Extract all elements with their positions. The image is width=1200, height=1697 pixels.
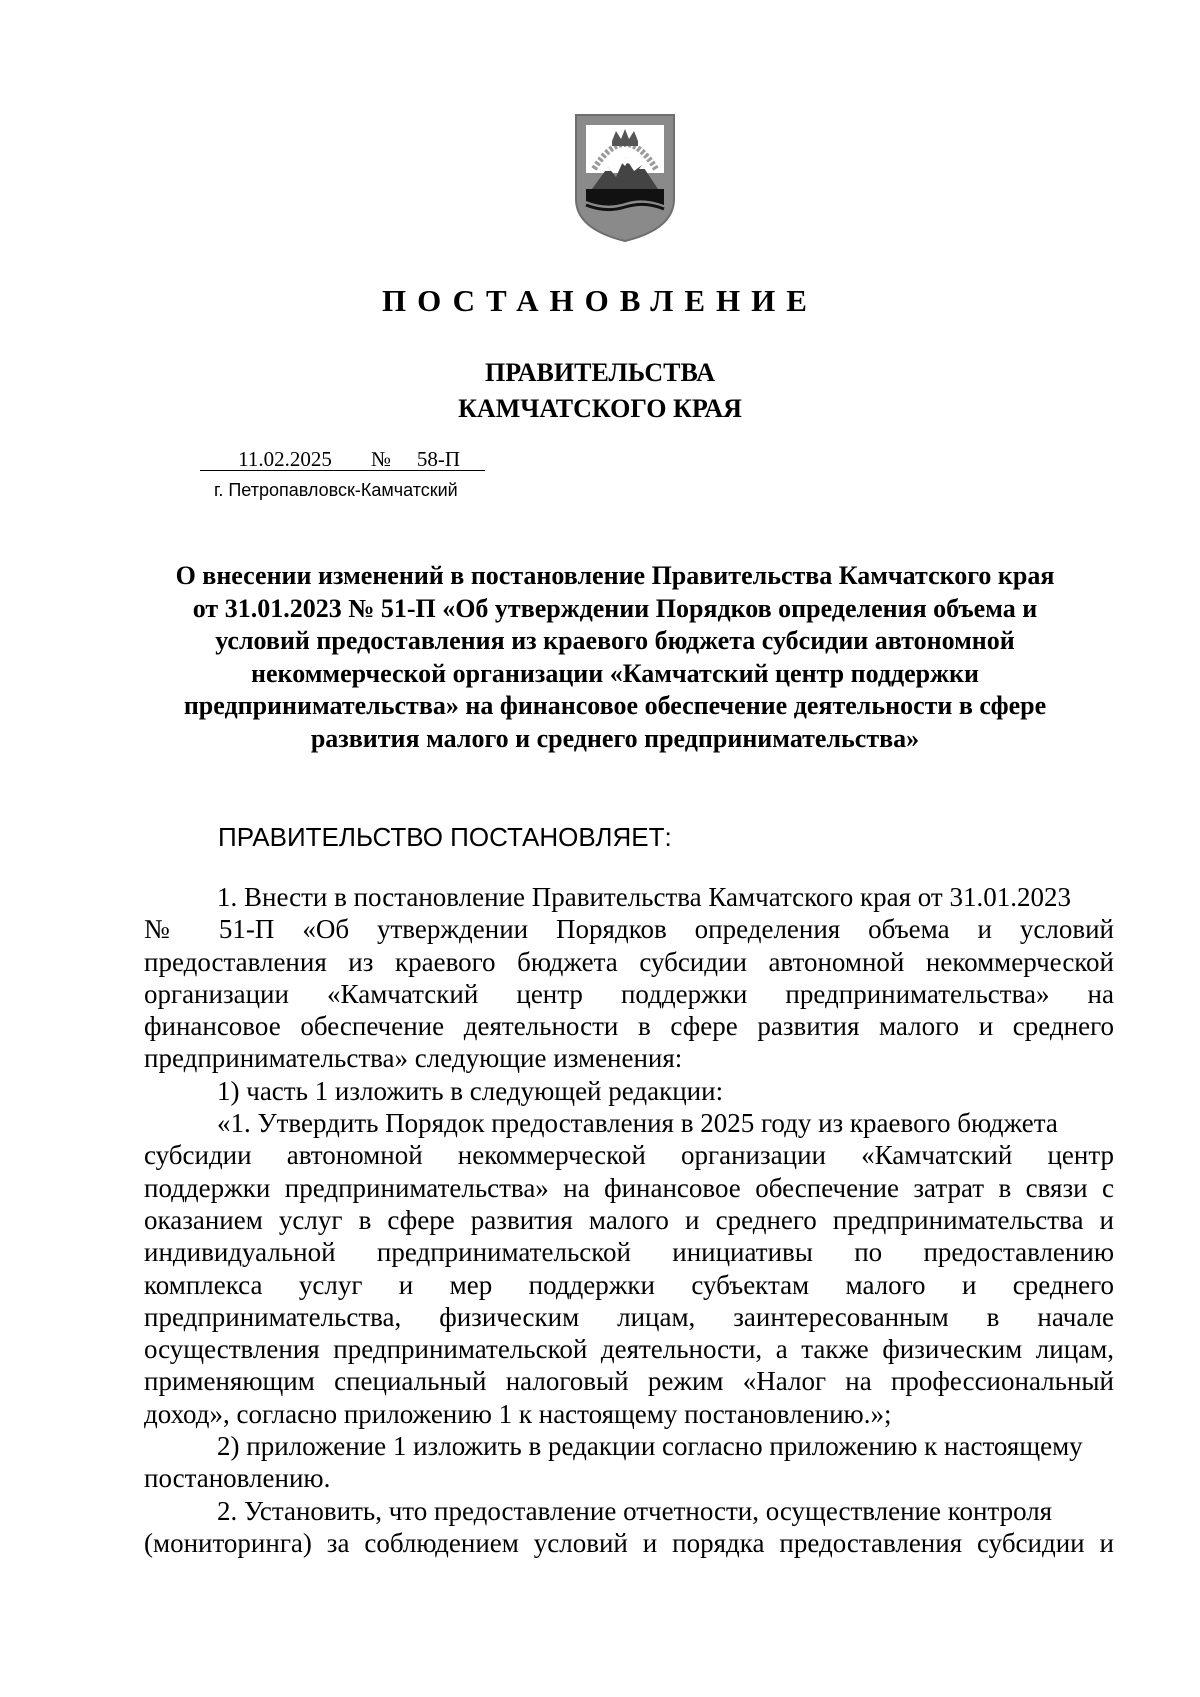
subject-line: от 31.01.2023 № 51-П «Об утверждении Порядков определения объема и	[192, 593, 1038, 623]
body-line: финансовое обеспечение деятельности в сфере развития малого и среднего	[144, 1011, 1114, 1042]
issuer-name	[0, 355, 1200, 427]
body-line: индивидуальной предпринимательской инициативы по предоставлению	[144, 1237, 1114, 1268]
document-body	[144, 881, 1114, 1559]
document-type-title: ПОСТАНОВЛЕНИЕ	[382, 283, 818, 318]
document-date: 11.02.2025	[200, 448, 370, 471]
body-line: «1. Утвердить Порядок предоставления в 2025 году из краевого бюджета	[217, 1108, 1058, 1139]
body-line: доход», согласно приложению 1 к настоящему постановлению.»;	[144, 1398, 892, 1429]
document-subject	[140, 560, 1090, 756]
body-line: предоставления из краевого бюджета субсидии автономной некоммерческой	[144, 946, 1114, 977]
issuer-line: КАМЧАТСКОГО КРАЯ	[458, 394, 742, 423]
body-line: № 51-П «Об утверждении Порядков определения объема и условий	[144, 914, 1114, 945]
document-number: 58-П	[392, 448, 485, 471]
kamchatka-coat-of-arms-icon	[572, 111, 678, 244]
body-line: 1) часть 1 изложить в следующей редакции:	[217, 1075, 724, 1106]
number-sign: №	[370, 447, 392, 471]
subject-line: некоммерческой организации «Камчатский центр поддержки	[251, 658, 979, 688]
issuer-line: ПРАВИТЕЛЬСТВА	[485, 358, 715, 387]
body-line: оказанием услуг в сфере развития малого и среднего предпринимательства и	[144, 1204, 1114, 1235]
issuing-city: г. Петропавловск-Камчатский	[214, 480, 458, 500]
subject-line: условий предоставления из краевого бюджета субсидии автономной	[215, 626, 1015, 656]
body-line: комплекса услуг и мер поддержки субъектам малого и среднего	[144, 1269, 1114, 1300]
resolves-heading: ПРАВИТЕЛЬСТВО ПОСТАНОВЛЯЕТ:	[218, 822, 672, 852]
body-line: поддержки предпринимательства» на финансовое обеспечение затрат в связи с	[144, 1172, 1114, 1203]
subject-line: О внесении изменений в постановление Правительства Камчатского края	[175, 561, 1055, 590]
body-line: предпринимательства» следующие изменения:	[144, 1043, 683, 1074]
body-line: 2) приложение 1 изложить в редакции согласно приложению к настоящему	[217, 1431, 1083, 1462]
body-line: предпринимательства, физическим лицам, заинтересованным в начале	[144, 1301, 1114, 1332]
body-line: постановлению.	[144, 1463, 331, 1494]
body-line: (мониторинга) за соблюдением условий и порядка предоставления субсидии и	[144, 1527, 1114, 1558]
body-line: 1. Внести в постановление Правительства Камчатского края от 31.01.2023	[217, 882, 1071, 912]
subject-line: развития малого и среднего предпринимательства»	[310, 723, 920, 753]
body-line: применяющим специальный налоговый режим «Налог на профессиональный	[144, 1366, 1114, 1397]
body-line: организации «Камчатский центр поддержки предпринимательства» на	[144, 978, 1114, 1009]
body-line: осуществления предпринимательской деятельности, а также физическим лицам,	[144, 1334, 1114, 1365]
body-line: 2. Установить, что предоставление отчетности, осуществление контроля	[217, 1495, 1053, 1526]
subject-line: предпринимательства» на финансовое обеспечение деятельности в сфере	[183, 691, 1047, 721]
registration-line	[200, 446, 485, 472]
body-line: субсидии автономной некоммерческой организации «Камчатский центр	[144, 1140, 1114, 1171]
